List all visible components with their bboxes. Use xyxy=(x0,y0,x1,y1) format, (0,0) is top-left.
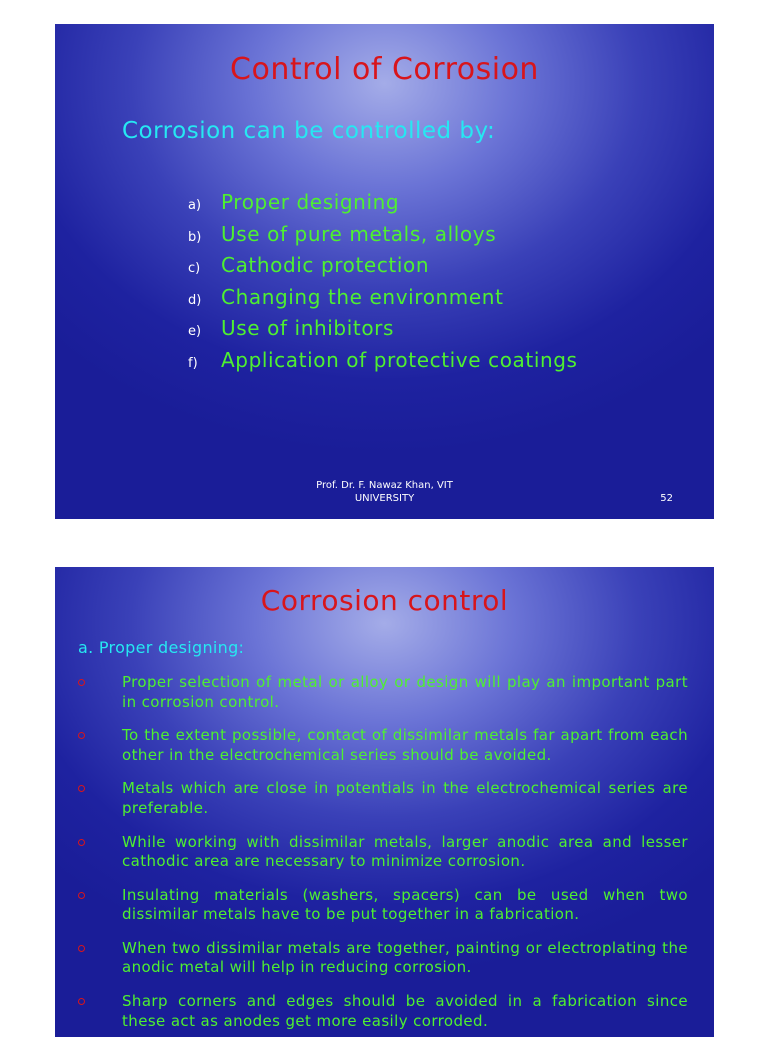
slide-title: Corrosion control xyxy=(260,584,509,617)
list-item xyxy=(55,939,714,992)
list-item xyxy=(188,253,578,285)
section-heading: a. Proper designing: xyxy=(78,638,245,657)
list-marker: f) xyxy=(188,355,198,371)
slide-subtitle: Corrosion can be controlled by: xyxy=(122,118,496,144)
footer-university: UNIVERSITY xyxy=(354,493,415,504)
bullet-text: Insulating materials (washers, spacers) can be used when two dissimilar metals have to be put together in a fabrication. xyxy=(122,885,688,924)
list-marker: e) xyxy=(188,324,202,339)
list-item xyxy=(188,348,578,380)
list-item xyxy=(188,285,578,317)
bullet-circle-icon xyxy=(78,998,85,1005)
slide-title: Control of Corrosion xyxy=(230,52,539,87)
list-item xyxy=(188,190,578,222)
bullet-circle-icon xyxy=(78,679,85,686)
bullet-circle-icon xyxy=(78,785,85,792)
list-marker: a) xyxy=(188,198,202,213)
list-item-text: Use of inhibitors xyxy=(221,316,394,340)
list-item xyxy=(55,886,714,939)
list-item-text: Cathodic protection xyxy=(221,253,430,277)
list-item xyxy=(55,992,714,1037)
list-item xyxy=(188,222,578,254)
bullet-text: Metals which are close in potentials in the electrochemical series are preferable. xyxy=(122,779,688,817)
list-item-text: Use of pure metals, alloys xyxy=(221,221,497,246)
bullet-text: To the extent possible, contact of dissimilar metals far apart from each other in the electrochemical series should be avoided. xyxy=(122,726,688,764)
corrosion-methods-list xyxy=(188,190,578,379)
list-item xyxy=(55,833,714,886)
bullet-text: Proper selection of metal or alloy or design will play an important part in corrosion control. xyxy=(122,673,688,711)
bullet-text: Sharp corners and edges should be avoided in a fabrication since these act as anodes get more easily corroded. xyxy=(122,992,688,1030)
page-number: 52 xyxy=(660,493,673,504)
bullet-text: When two dissimilar metals are together, painting or electroplating the anodic metal will help in reducing corrosion. xyxy=(122,938,688,977)
design-bullets-list xyxy=(55,673,714,1037)
list-item xyxy=(55,779,714,832)
bullet-circle-icon xyxy=(78,839,85,846)
list-item-text: Application of protective coatings xyxy=(221,347,578,372)
list-marker: c) xyxy=(188,261,201,276)
slide-control-of-corrosion xyxy=(55,24,714,519)
list-item xyxy=(55,673,714,726)
slide-footer xyxy=(55,479,714,505)
list-item-text: Changing the environment xyxy=(221,284,504,309)
footer-author: Prof. Dr. F. Nawaz Khan, VIT xyxy=(316,480,453,491)
list-marker: b) xyxy=(188,229,202,245)
list-item-text: Proper designing xyxy=(221,190,400,214)
bullet-circle-icon xyxy=(78,732,85,739)
bullet-text: While working with dissimilar metals, larger anodic area and lesser cathodic area are necessary to minimize corrosion. xyxy=(122,832,688,871)
bullet-circle-icon xyxy=(78,892,85,899)
list-item xyxy=(55,726,714,779)
list-item xyxy=(188,316,578,348)
bullet-circle-icon xyxy=(78,945,85,952)
slide-corrosion-control xyxy=(55,567,714,1037)
list-marker: d) xyxy=(188,292,202,308)
